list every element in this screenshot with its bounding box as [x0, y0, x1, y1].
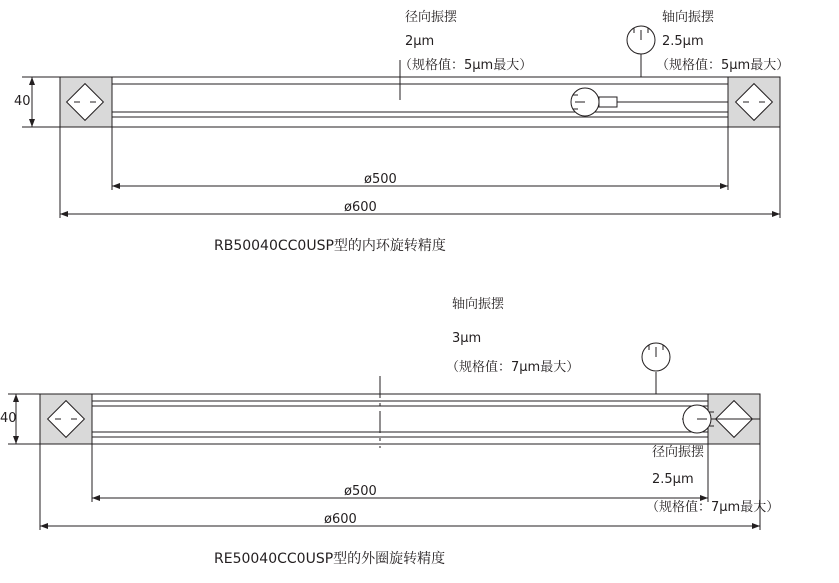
bottom-figure-caption: RE50040CC0USP型的外圈旋转精度: [214, 551, 446, 567]
bottom-axial-runout-spec: （规格值：7μm最大）: [446, 360, 580, 375]
bottom-axial-runout-title: 轴向振摆: [452, 297, 505, 312]
bottom-height-dimension: 40: [0, 411, 17, 426]
bottom-inner-diameter-dimension: ø500: [344, 484, 377, 499]
top-radial-runout-spec: （规格值：5μm最大）: [399, 58, 533, 73]
bottom-radial-runout-spec: （规格值：7μm最大）: [646, 500, 780, 515]
top-axial-runout-value: 2.5μm: [662, 34, 704, 49]
bottom-radial-runout-value: 2.5μm: [652, 472, 694, 487]
top-figure-caption: RB50040CC0USP型的内环旋转精度: [214, 238, 446, 254]
bottom-axial-runout-value: 3μm: [452, 331, 482, 346]
top-inner-diameter-dimension: ø500: [364, 172, 397, 187]
top-outer-diameter-dimension: ø600: [344, 200, 377, 215]
top-axial-runout-spec: （规格值：5μm最大）: [656, 58, 790, 73]
top-radial-runout-value: 2μm: [405, 34, 435, 49]
top-axial-runout-title: 轴向振摆: [662, 10, 715, 25]
top-height-dimension: 40: [14, 94, 31, 109]
bottom-outer-diameter-dimension: ø600: [324, 512, 357, 527]
top-radial-runout-title: 径向振摆: [405, 10, 458, 25]
bottom-radial-runout-title: 径向振摆: [652, 445, 705, 460]
